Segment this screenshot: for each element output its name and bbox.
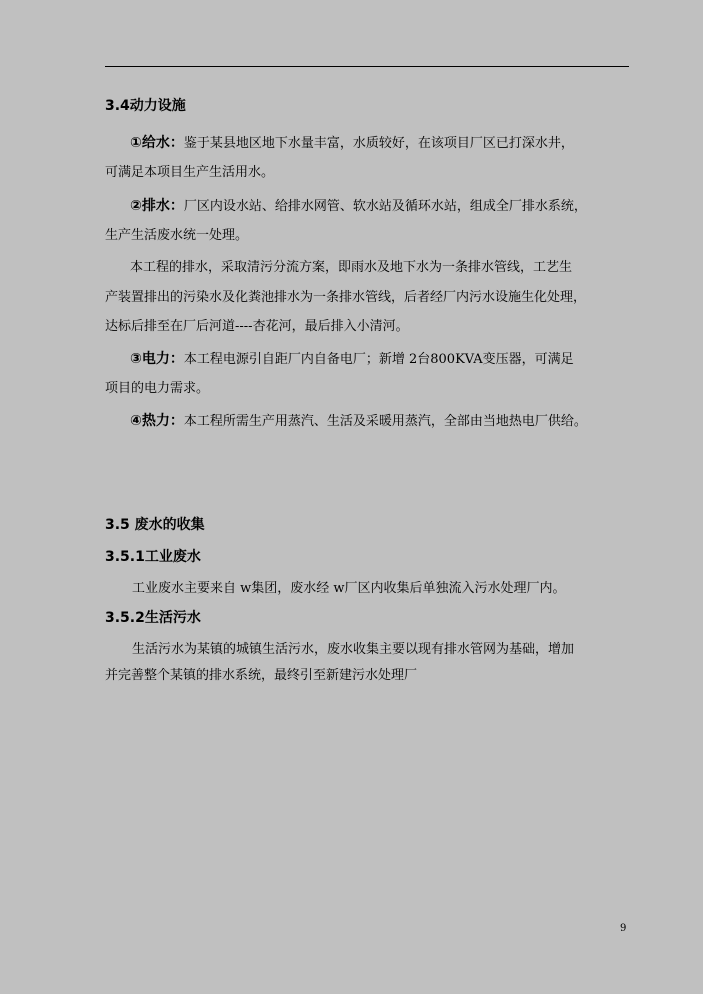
power-paragraph-line-2: 项目的电力需求。 — [105, 381, 210, 396]
drainage-text: 厂区内设水站、给排水网管、软水站及循环水站，组成全厂排水系统， — [183, 199, 587, 214]
domestic-sewage-line-1: 生活污水为某镇的城镇生活污水，废水收集主要以现有排水管网为基础，增加 — [132, 642, 575, 657]
industrial-wastewater-line-1: 工业废水主要来自 w集团，废水经 w厂区内收集后单独流入污水处理厂内。 — [132, 581, 566, 596]
water-supply-text: 鉴于某县地区地下水量丰富，水质较好，在该项目厂区已打深水井， — [183, 136, 574, 151]
domestic-sewage-line-2: 并完善整个某镇的排水系统，最终引至新建污水处理厂 — [105, 668, 418, 683]
drainage-label: ②排水： — [130, 198, 184, 214]
heat-text: 本工程所需生产用蒸汽、生活及采暖用蒸汽，全部由当地热电厂供给。 — [183, 414, 587, 429]
drainage-paragraph-line-2: 生产生活废水统一处理。 — [105, 228, 249, 243]
page-number: 9 — [620, 923, 627, 934]
power-text: 本工程电源引自距厂内自备电厂；新增 2台800KVA变压器，可满足 — [183, 352, 574, 367]
drainage-detail-line-1: 本工程的排水，采取清污分流方案，即雨水及地下水为一条排水管线，工艺生 — [130, 260, 573, 275]
water-supply-label: ①给水： — [130, 135, 184, 151]
drainage-detail-line-2: 产装置排出的污染水及化粪池排水为一条排水管线，后者经厂内污水设施生化处理， — [105, 290, 587, 305]
heat-paragraph-line-1 — [130, 412, 587, 431]
section-heading-3-4: 3.4动力设施 — [105, 98, 186, 114]
subsection-heading-3-5-1: 3.5.1工业废水 — [105, 549, 201, 565]
drainage-paragraph-line-1 — [130, 197, 587, 216]
heat-label: ④热力： — [130, 413, 184, 429]
power-label: ③电力： — [130, 351, 184, 367]
power-paragraph-line-1 — [130, 350, 574, 369]
drainage-detail-line-3: 达标后排至在厂后河道----杏花河，最后排入小清河。 — [105, 319, 409, 334]
subsection-heading-3-5-2: 3.5.2生活污水 — [105, 610, 201, 626]
water-supply-paragraph-line-1 — [130, 134, 574, 153]
header-rule — [105, 66, 629, 67]
section-heading-3-5: 3.5 废水的收集 — [105, 517, 205, 533]
water-supply-paragraph-line-2: 可满足本项目生产生活用水。 — [105, 165, 275, 180]
